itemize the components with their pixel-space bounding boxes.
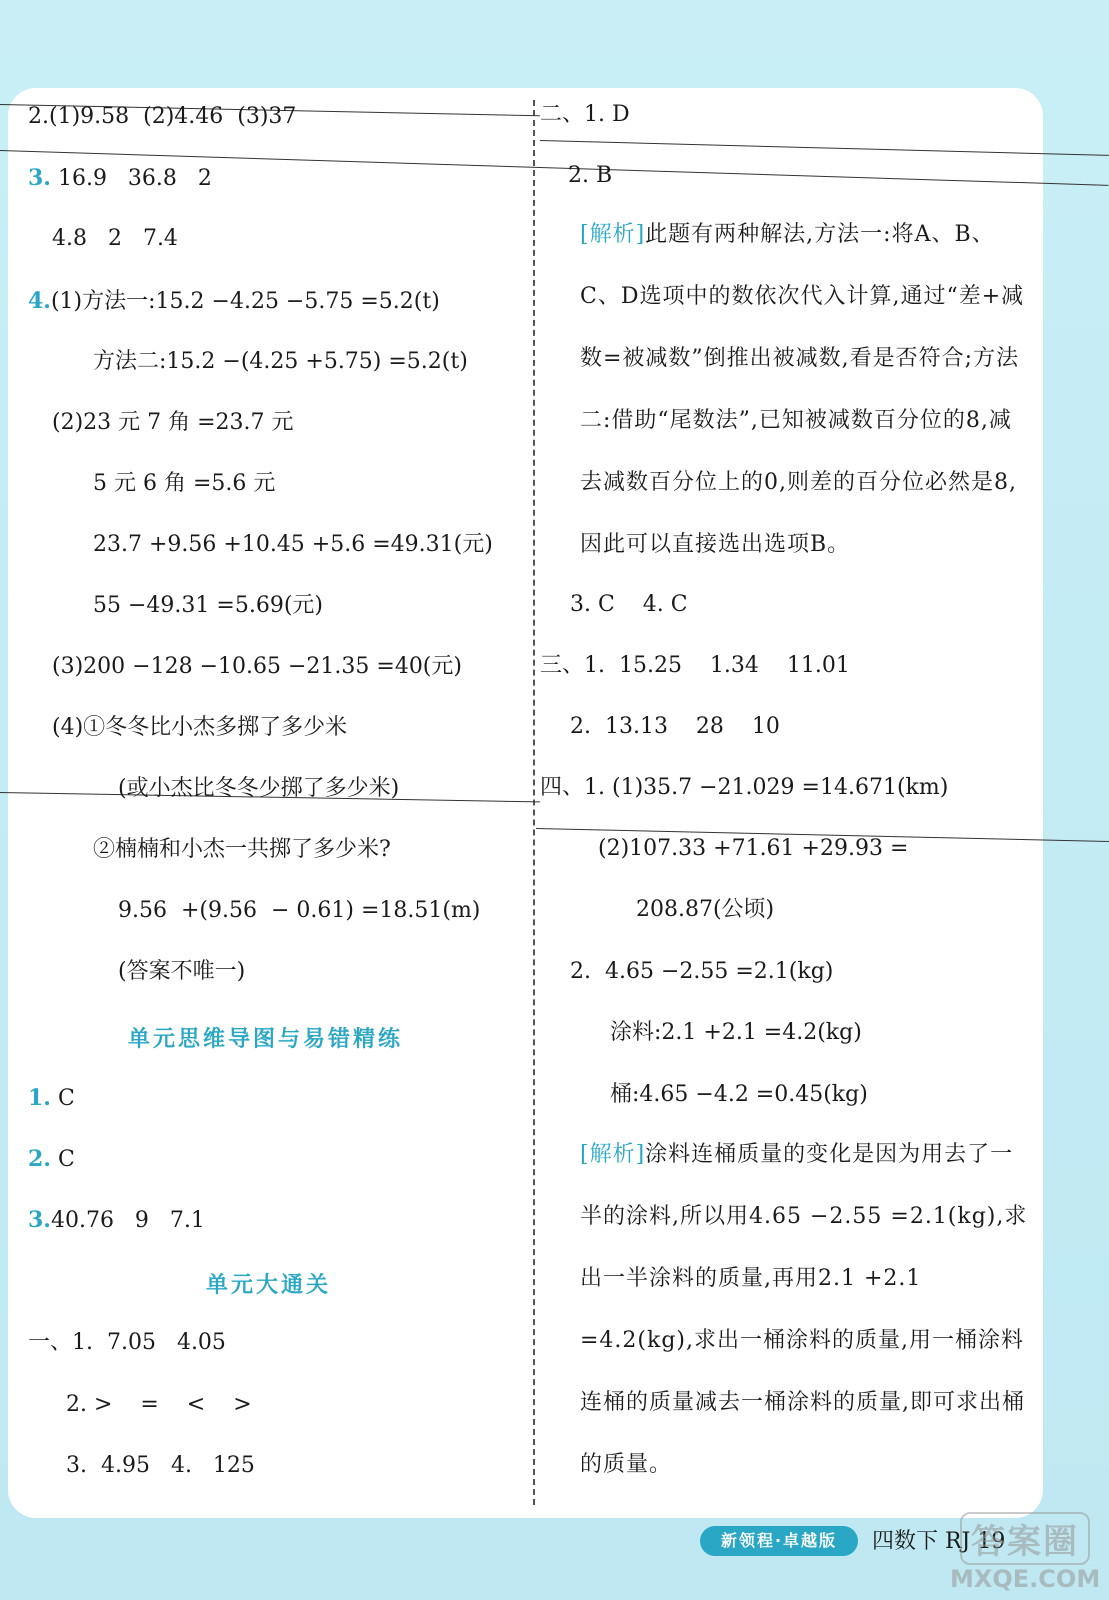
answer-text: 16.9 36.8 2 bbox=[50, 166, 212, 191]
answer-line bbox=[28, 1205, 205, 1236]
answer-line bbox=[28, 1144, 75, 1175]
answer-line: 四、1. (1)35.7 −21.029 =14.671(km) bbox=[540, 775, 949, 800]
answer-line: 4.8 2 7.4 bbox=[52, 226, 178, 251]
answer-line: (2)107.33 +71.61 +29.93 = bbox=[598, 836, 909, 861]
answer-line: 2. B bbox=[568, 163, 613, 188]
section-heading: 单元思维导图与易错精练 bbox=[128, 1027, 404, 1052]
watermark-bottom: MXQE.COM bbox=[950, 1565, 1101, 1593]
answer-line: 3. C 4. C bbox=[570, 592, 688, 617]
answer-line: (3)200 −128 −10.65 −21.35 =40(元) bbox=[52, 654, 462, 679]
analysis-label: [解析] bbox=[580, 1142, 646, 1167]
answer-line: 2. 4.65 −2.55 =2.1(kg) bbox=[570, 959, 834, 984]
answer-text: C bbox=[50, 1147, 75, 1172]
answer-line: (2)23 元 7 角 =23.7 元 bbox=[52, 410, 294, 435]
watermark-logo bbox=[950, 1512, 1100, 1596]
answer-line: 二、1. D bbox=[540, 102, 630, 127]
answer-line: 5 元 6 角 =5.6 元 bbox=[93, 471, 276, 496]
answer-line bbox=[28, 163, 212, 194]
answer-line: 3. 4.95 4. 125 bbox=[66, 1453, 255, 1478]
analysis-paragraph bbox=[580, 204, 1030, 576]
answer-line: (4)①冬冬比小杰多掷了多少米 bbox=[52, 715, 348, 740]
answer-line: 方法二:15.2 −(4.25 +5.75) =5.2(t) bbox=[93, 349, 468, 374]
answer-line: 9.56 +(9.56 − 0.61) =18.51(m) bbox=[118, 898, 481, 923]
answer-line: (或小杰比冬冬少掷了多少米) bbox=[118, 776, 400, 801]
analysis-label: [解析] bbox=[580, 222, 646, 247]
answer-line bbox=[28, 1083, 75, 1114]
answer-line: (答案不唯一) bbox=[118, 959, 246, 984]
answer-line: 55 −49.31 =5.69(元) bbox=[93, 593, 323, 618]
item-number: 2. bbox=[28, 1146, 51, 1172]
answer-line: 2. 13.13 28 10 bbox=[570, 714, 780, 739]
page-footer: 四数下 RJ 19 bbox=[872, 1529, 1006, 1554]
answer-line: 2. > = < > bbox=[66, 1392, 252, 1417]
item-number: 1. bbox=[28, 1085, 51, 1111]
answer-line: 桶:4.65 −4.2 =0.45(kg) bbox=[610, 1082, 868, 1107]
answer-line: 涂料:2.1 +2.1 =4.2(kg) bbox=[610, 1020, 862, 1045]
analysis-text: 此题有两种解法,方法一:将A、B、C、D选项中的数依次代入计算,通过“差+减数=被减数”倒推出被减数,看是否符合;方法二:借助“尾数法”,已知被减数百分位的8,减去减数百分位上的0,则差的百分位必然是8,因此可以直接选出选项B。 bbox=[580, 222, 1025, 557]
item-number: 4. bbox=[28, 288, 51, 314]
item-number: 3. bbox=[28, 1207, 51, 1233]
analysis-paragraph bbox=[580, 1124, 1030, 1496]
section-heading: 单元大通关 bbox=[206, 1273, 332, 1298]
column-divider bbox=[533, 100, 535, 1505]
watermark-top: 答案圈 bbox=[960, 1512, 1090, 1565]
analysis-text: 涂料连桶质量的变化是因为用去了一半的涂料,所以用4.65 −2.55 =2.1(kg),求出一半涂料的质量,再用2.1 +2.1 =4.2(kg),求出一桶涂料的质量,用一桶涂料连桶的质量减去一桶涂料的质量,即可求出桶的质量。 bbox=[580, 1142, 1028, 1477]
answer-line: 2.(1)9.58 (2)4.46 (3)37 bbox=[28, 104, 297, 129]
answer-line: 三、1. 15.25 1.34 11.01 bbox=[540, 653, 850, 678]
answer-line: 一、1. 7.05 4.05 bbox=[28, 1330, 226, 1355]
answer-line bbox=[28, 286, 440, 317]
answer-text: (1)方法一:15.2 −4.25 −5.75 =5.2(t) bbox=[50, 289, 440, 314]
item-number: 3. bbox=[28, 165, 51, 191]
answer-line: 23.7 +9.56 +10.45 +5.6 =49.31(元) bbox=[93, 532, 493, 557]
series-badge: 新领程·卓越版 bbox=[700, 1526, 858, 1556]
answer-line: ②楠楠和小杰一共掷了多少米? bbox=[93, 837, 391, 862]
answer-text: C bbox=[50, 1086, 75, 1111]
answer-line: 208.87(公顷) bbox=[636, 897, 775, 922]
answer-text: 40.76 9 7.1 bbox=[50, 1208, 205, 1233]
